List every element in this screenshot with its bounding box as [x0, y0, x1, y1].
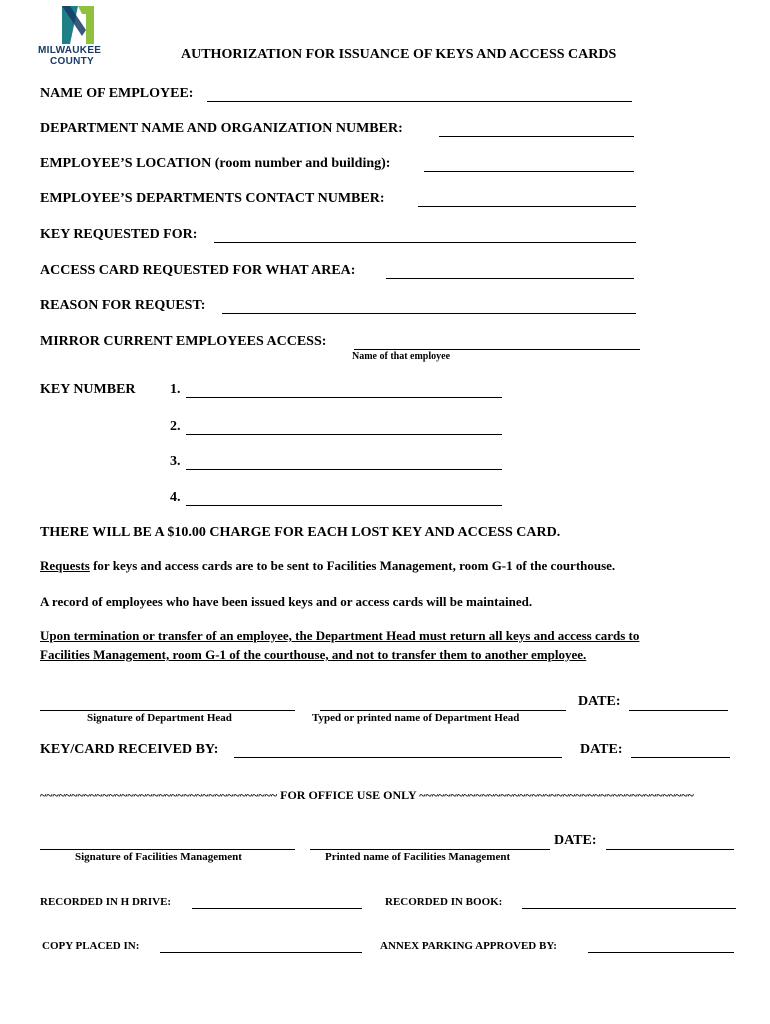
- key-number-1-field[interactable]: [186, 397, 502, 398]
- lost-charge-notice: THERE WILL BE A $10.00 CHARGE FOR EACH LOST KEY AND ACCESS CARD.: [40, 525, 561, 540]
- department-field[interactable]: [439, 136, 634, 137]
- employee-name-label: NAME OF EMPLOYEE:: [40, 86, 194, 101]
- key-number-1-label: 1.: [170, 382, 181, 397]
- recorded-book-field[interactable]: [522, 908, 736, 909]
- mirror-access-field[interactable]: [354, 349, 640, 350]
- received-date-label: DATE:: [580, 742, 623, 757]
- termination-notice-line1: Upon termination or transfer of an employee, the Department Head must return all keys and access cards to: [40, 628, 640, 643]
- contact-field[interactable]: [418, 206, 636, 207]
- key-requested-label: KEY REQUESTED FOR:: [40, 227, 198, 242]
- annex-parking-field[interactable]: [588, 952, 734, 953]
- copy-placed-label: COPY PLACED IN:: [42, 940, 140, 952]
- recorded-book-label: RECORDED IN BOOK:: [385, 896, 503, 908]
- key-number-3-field[interactable]: [186, 469, 502, 470]
- key-number-2-field[interactable]: [186, 434, 502, 435]
- key-number-label: KEY NUMBER: [40, 382, 136, 397]
- department-label: DEPARTMENT NAME AND ORGANIZATION NUMBER:: [40, 121, 403, 136]
- termination-notice-line2: Facilities Management, room G-1 of the courthouse, and not to transfer them to another employee.: [40, 647, 587, 662]
- key-requested-field[interactable]: [214, 242, 636, 243]
- mirror-access-hint: Name of that employee: [352, 351, 451, 362]
- received-by-label: KEY/CARD RECEIVED BY:: [40, 742, 219, 757]
- key-number-4-label: 4.: [170, 490, 181, 505]
- employee-name-field[interactable]: [207, 101, 632, 102]
- location-label: EMPLOYEE’S LOCATION (room number and building):: [40, 156, 391, 171]
- facilities-date-field[interactable]: [606, 849, 734, 850]
- key-number-2-label: 2.: [170, 419, 181, 434]
- milwaukee-county-logo: [36, 4, 120, 70]
- annex-parking-label: ANNEX PARKING APPROVED BY:: [380, 940, 557, 952]
- key-number-4-field[interactable]: [186, 505, 502, 506]
- recorded-hdrive-field[interactable]: [192, 908, 362, 909]
- requests-notice: [40, 558, 615, 574]
- dept-head-signature-caption: Signature of Department Head: [87, 712, 232, 724]
- dept-head-printed-caption: Typed or printed name of Department Head: [312, 712, 520, 724]
- logo-mark-icon: [36, 4, 120, 50]
- location-field[interactable]: [424, 171, 634, 172]
- dept-head-printed-name-field[interactable]: [320, 710, 566, 711]
- key-number-3-label: 3.: [170, 454, 181, 469]
- office-use-divider: ~~~~~~~~~~~~~~~~~~~~~~~~~~~~~~~~~~~~~~ FOR OFFICE USE ONLY ~~~~~~~~~~~~~~~~~~~~~~~~~~~~~~~~~~~~~~~~~~~~: [40, 788, 694, 802]
- facilities-printed-caption: Printed name of Facilities Management: [325, 851, 511, 863]
- dept-head-signature-field[interactable]: [40, 710, 295, 711]
- dept-head-date-field[interactable]: [629, 710, 728, 711]
- access-card-field[interactable]: [386, 278, 634, 279]
- recorded-hdrive-label: RECORDED IN H DRIVE:: [40, 896, 172, 908]
- facilities-printed-name-field[interactable]: [310, 849, 550, 850]
- reason-field[interactable]: [222, 313, 636, 314]
- received-by-field[interactable]: [234, 757, 562, 758]
- reason-label: REASON FOR REQUEST:: [40, 298, 206, 313]
- contact-label: EMPLOYEE’S DEPARTMENTS CONTACT NUMBER:: [40, 191, 385, 206]
- requests-notice-rest: for keys and access cards are to be sent to Facilities Management, room G-1 of the courthouse.: [89, 558, 616, 573]
- requests-notice-underlined: Requests: [40, 558, 90, 573]
- received-date-field[interactable]: [631, 757, 730, 758]
- facilities-signature-caption: Signature of Facilities Management: [75, 851, 242, 863]
- dept-head-date-label: DATE:: [578, 694, 621, 709]
- facilities-date-label: DATE:: [554, 833, 597, 848]
- mirror-access-label: MIRROR CURRENT EMPLOYEES ACCESS:: [40, 334, 327, 349]
- facilities-signature-field[interactable]: [40, 849, 295, 850]
- logo-text-line2: COUNTY: [50, 56, 95, 67]
- logo-text-line1: MILWAUKEE: [38, 45, 102, 56]
- access-card-label: ACCESS CARD REQUESTED FOR WHAT AREA:: [40, 263, 356, 278]
- record-notice: A record of employees who have been issued keys and or access cards will be maintained.: [40, 594, 533, 609]
- copy-placed-field[interactable]: [160, 952, 362, 953]
- page-title: AUTHORIZATION FOR ISSUANCE OF KEYS AND ACCESS CARDS: [181, 47, 617, 62]
